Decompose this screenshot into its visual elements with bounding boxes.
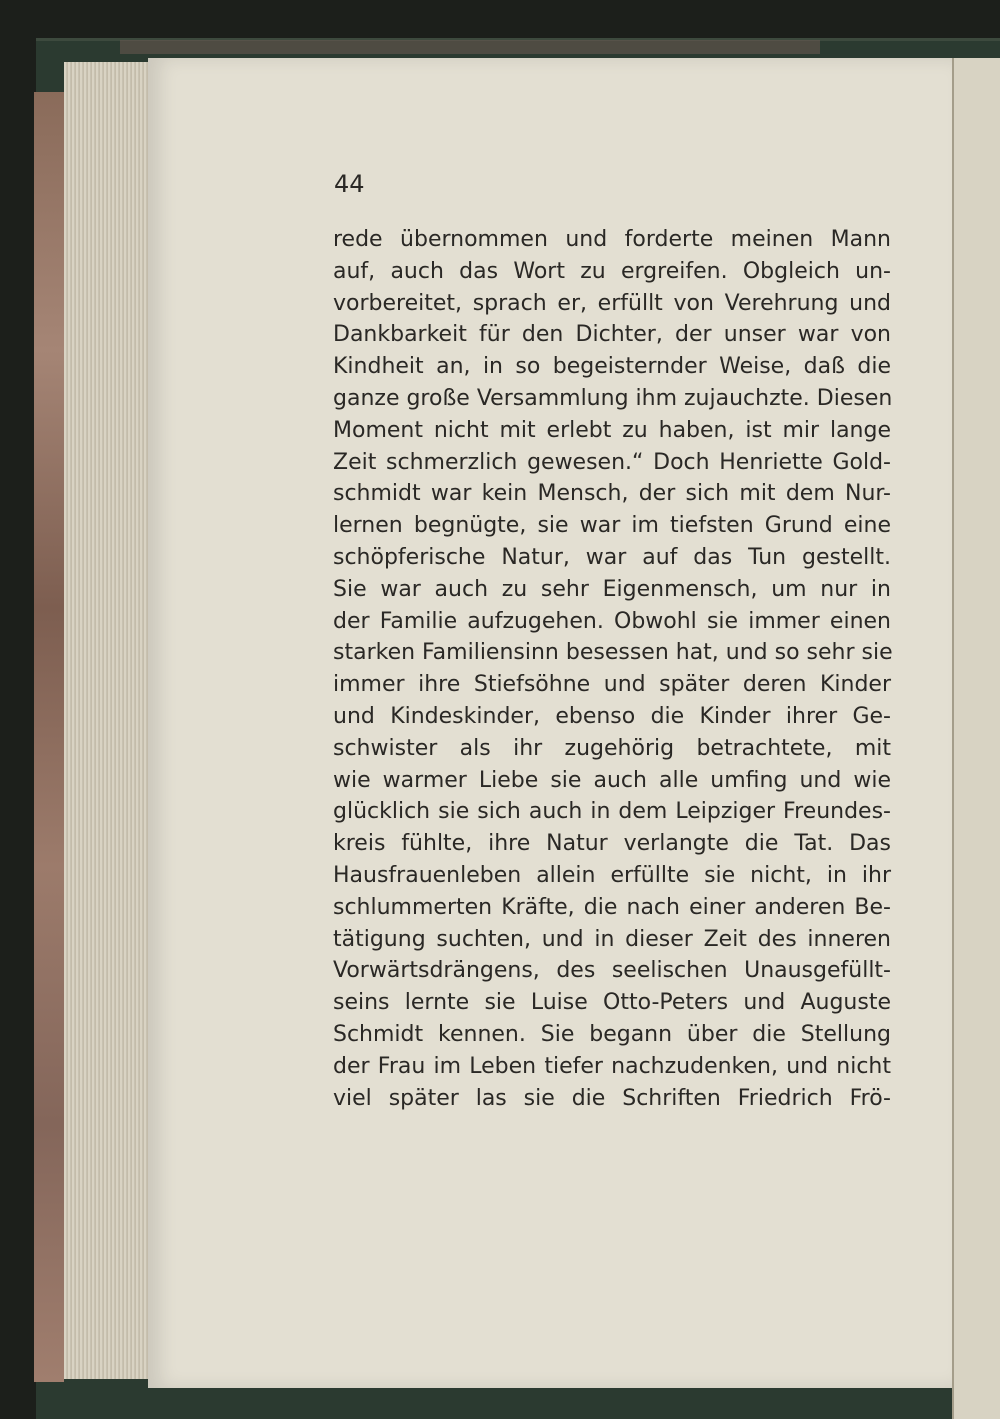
text-line: Zeit schmerzlich gewesen.“ Doch Henriette Gold- [333, 449, 891, 475]
page-number: 44 [334, 170, 365, 198]
text-line: Kindheit an, in so begeisternder Weise, daß die [333, 354, 891, 380]
text-line: Vorwärtsdrängens, des seelischen Unausgefüllt- [333, 958, 891, 984]
text-line: glücklich sie sich auch in dem Leipziger Freundes- [333, 799, 891, 825]
text-line: Dankbarkeit für den Dichter, der unser war von [333, 322, 891, 348]
text-line: starken Familiensinn besessen hat, und so sehr sie [333, 640, 893, 666]
marbled-endpaper [34, 92, 64, 1382]
text-line: viel später las sie die Schriften Friedrich Frö- [333, 1085, 891, 1111]
text-line: Moment nicht mit erlebt zu haben, ist mir lange [333, 417, 891, 443]
text-line: schmidt war kein Mensch, der sich mit dem Nur- [333, 481, 891, 507]
text-line: der Frau im Leben tiefer nachzudenken, und nicht [333, 1053, 891, 1079]
text-line: Sie war auch zu sehr Eigenmensch, um nur in [333, 576, 891, 602]
text-line: Schmidt kennen. Sie begann über die Stellung [333, 1021, 891, 1047]
text-line: seins lernte sie Luise Otto-Peters und Auguste [333, 990, 891, 1016]
text-line: Hausfrauenleben allein erfüllte sie nicht, in ihr [333, 862, 891, 888]
text-line: der Familie aufzugehen. Obwohl sie immer einen [333, 608, 891, 634]
text-line: immer ihre Stiefsöhne und später deren Kinder [333, 672, 891, 698]
text-line: kreis fühlte, ihre Natur verlangte die Tat. Das [333, 831, 891, 857]
text-line: lernen begnügte, sie war im tiefsten Grund eine [333, 513, 891, 539]
text-line: rede übernommen und forderte meinen Mann [333, 227, 891, 252]
text-line: ganze große Versammlung ihm zujauchzte. Diesen [333, 385, 893, 411]
text-line: schöpferische Natur, war auf das Tun gestellt. [333, 544, 891, 570]
text-line: schwister als ihr zugehörig betrachtete, mit [333, 735, 891, 761]
text-line: tätigung suchten, und in dieser Zeit des inneren [333, 926, 891, 952]
page-edges [64, 62, 151, 1379]
text-line: auf, auch das Wort zu ergreifen. Obgleich un- [333, 258, 891, 284]
text-line: schlummerten Kräfte, die nach einer anderen Be- [333, 894, 891, 920]
facing-page-edge [952, 58, 1000, 1419]
text-line: vorbereitet, sprach er, erfüllt von Verehrung und [333, 290, 891, 316]
cover-top-edge [120, 40, 820, 54]
text-line: wie warmer Liebe sie auch alle umfing und wie [333, 767, 891, 793]
page-body-text [333, 224, 891, 1114]
text-line: und Kindeskinder, ebenso die Kinder ihrer Ge- [333, 703, 891, 729]
